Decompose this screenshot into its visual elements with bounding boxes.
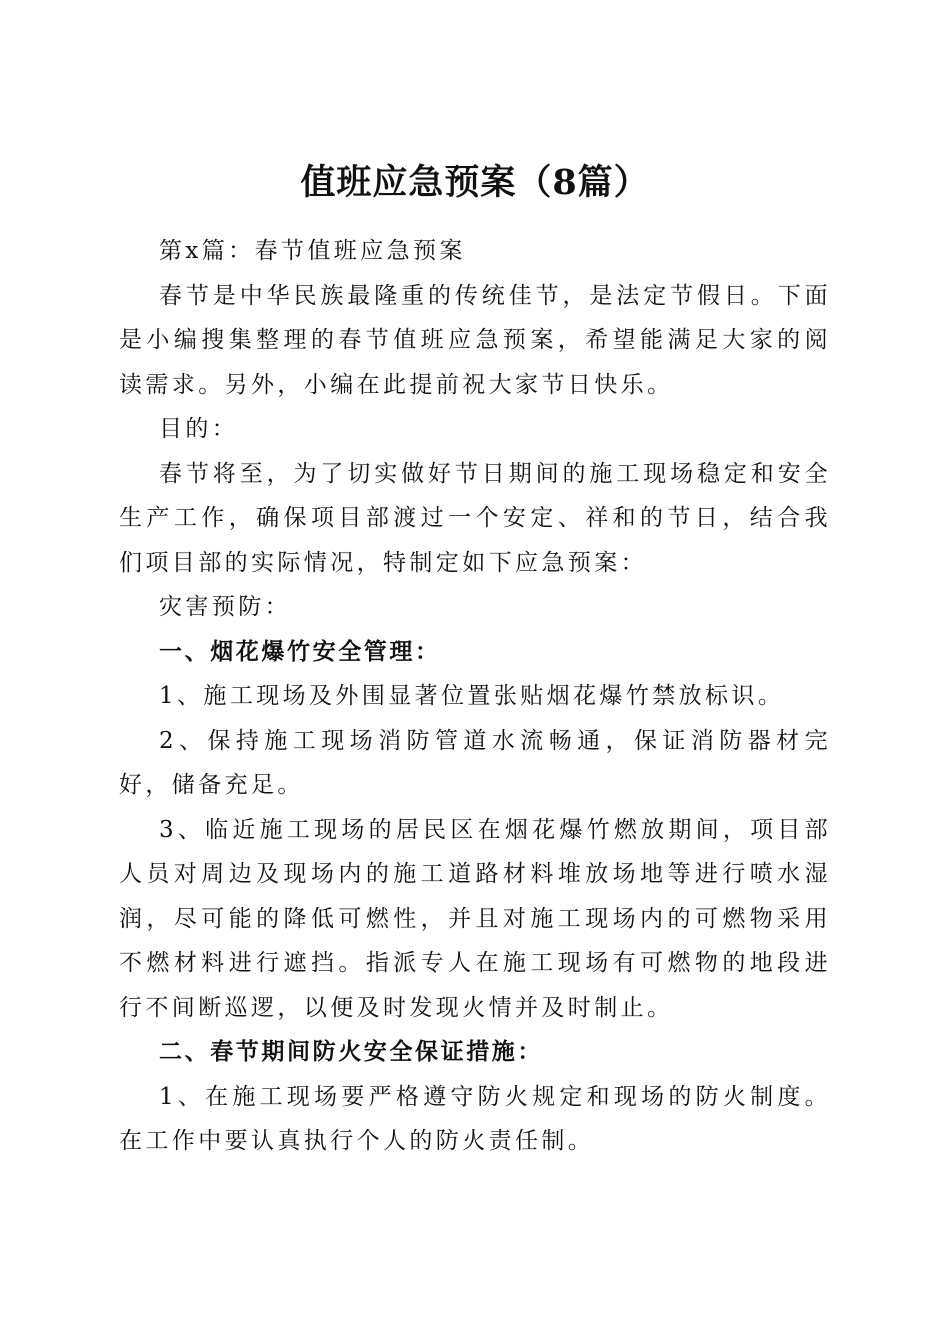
disaster-prevention-label: 灾害预防： — [159, 594, 291, 620]
fireworks-safety-heading: 一、烟花爆竹安全管理： — [159, 638, 441, 665]
intro-paragraph: 春节是中华民族最隆重的传统佳节，是法定节假日。下面是小编搜集整理的春节值班应急预案，希望能满足大家的阅读需求。另外，小编在此提前祝大家节日快乐。 — [119, 282, 831, 398]
document-title: 值班应急预案（8篇） — [300, 162, 650, 204]
section-heading: 第x篇：春节值班应急预案 — [159, 238, 466, 264]
purpose-label: 目的： — [159, 416, 239, 442]
fireworks-item-2: 2、保持施工现场消防管道水流畅通，保证消防器材完好，储备充足。 — [119, 727, 831, 798]
fireworks-item-1: 1、施工现场及外围显著位置张贴烟花爆竹禁放标识。 — [159, 683, 785, 709]
fire-prevention-item-1: 1、在施工现场要严格遵守防火规定和现场的防火制度。在工作中要认真执行个人的防火责任制。 — [119, 1083, 831, 1154]
fireworks-item-3: 3、临近施工现场的居民区在烟花爆竹燃放期间，项目部人员对周边及现场内的施工道路材料堆放场地等进行喷水湿润，尽可能的降低可燃性，并且对施工现场内的可燃物采用不燃材料进行遮挡。指派专人在施工现场有可燃物的地段进行不间断巡逻，以便及时发现火情并及时制止。 — [119, 816, 831, 1021]
fire-prevention-heading: 二、春节期间防火安全保证措施： — [159, 1039, 543, 1065]
document-body — [119, 229, 831, 1164]
purpose-paragraph: 春节将至，为了切实做好节日期间的施工现场稳定和安全生产工作，确保项目部渡过一个安定、祥和的节日，结合我们项目部的实际情况，特制定如下应急预案： — [119, 460, 831, 576]
